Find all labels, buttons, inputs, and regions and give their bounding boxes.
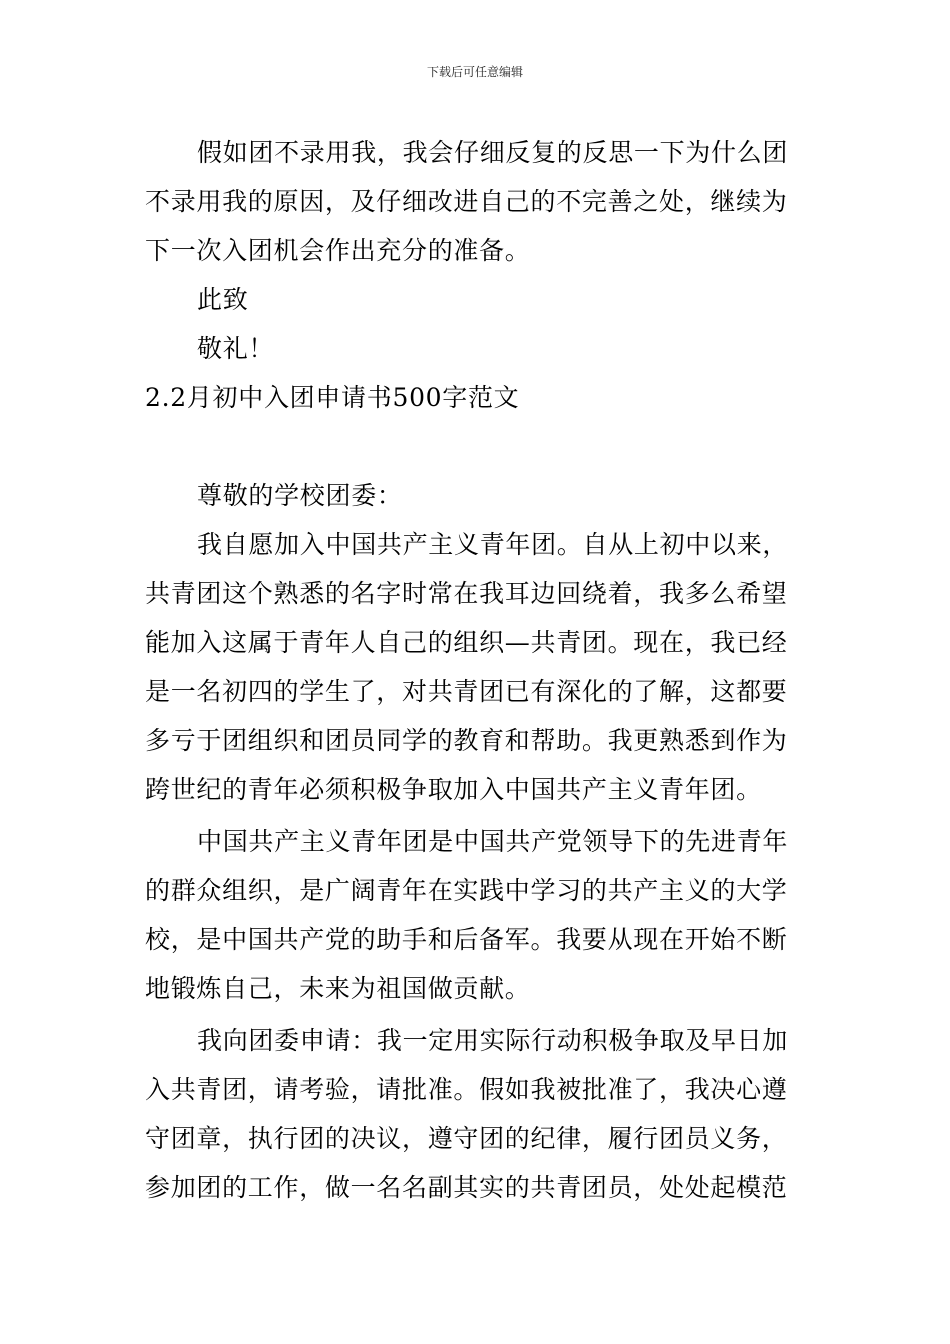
text-line: 是一名初四的学生了，对共青团已有深化的了解，这都要	[145, 677, 788, 706]
document-body	[145, 128, 810, 1212]
text-line: 假如团不录用我，我会仔细反复的反思一下为什么团	[197, 138, 789, 167]
text-line: 地锻炼自己，未来为祖国做贡献。	[145, 974, 531, 1003]
text-line: 能加入这属于青年人自己的组织—共青团。现在，我已经	[145, 628, 788, 657]
text-line: 跨世纪的青年必须积极争取加入中国共产主义青年团。	[145, 775, 762, 804]
closing-jingli: 敬礼！	[197, 334, 275, 363]
text-line: 我自愿加入中国共产主义青年团。自从上初中以来，	[197, 530, 789, 559]
text-line: 校，是中国共产党的助手和后备军。我要从现在开始不断	[145, 925, 788, 954]
text-line: 守团章，执行团的决议，遵守团的纪律，履行团员义务，	[145, 1124, 788, 1153]
text-line: 参加团的工作，做一名名副其实的共青团员，处处起模范	[145, 1173, 788, 1202]
text-line: 我向团委申请：我一定用实际行动积极争取及早日加	[197, 1026, 789, 1055]
text-line: 多亏于团组织和团员同学的教育和帮助。我更熟悉到作为	[145, 726, 788, 755]
paragraph-reflection	[145, 128, 810, 275]
salutation: 尊敬的学校团委：	[197, 481, 403, 510]
paragraph-pledge	[145, 1016, 810, 1212]
section-title: 2.2月初中入团申请书500字范文	[145, 383, 520, 412]
paragraph-league-intro	[145, 817, 810, 1013]
text-line: 共青团这个熟悉的名字时常在我耳边回绕着，我多么希望	[145, 579, 788, 608]
page-header: 下载后可任意编辑	[426, 65, 523, 79]
text-line: 入共青团，请考验，请批准。假如我被批准了，我决心遵	[145, 1075, 788, 1104]
text-line: 不录用我的原因，及仔细改进自己的不完善之处，继续为	[145, 187, 788, 216]
closing-cizhi: 此致	[197, 285, 249, 314]
text-line: 下一次入团机会作出充分的准备。	[145, 236, 531, 265]
text-line: 中国共产主义青年团是中国共产党领导下的先进青年	[197, 827, 789, 856]
paragraph-application	[145, 520, 810, 814]
text-line: 的群众组织，是广阔青年在实践中学习的共产主义的大学	[145, 876, 788, 905]
